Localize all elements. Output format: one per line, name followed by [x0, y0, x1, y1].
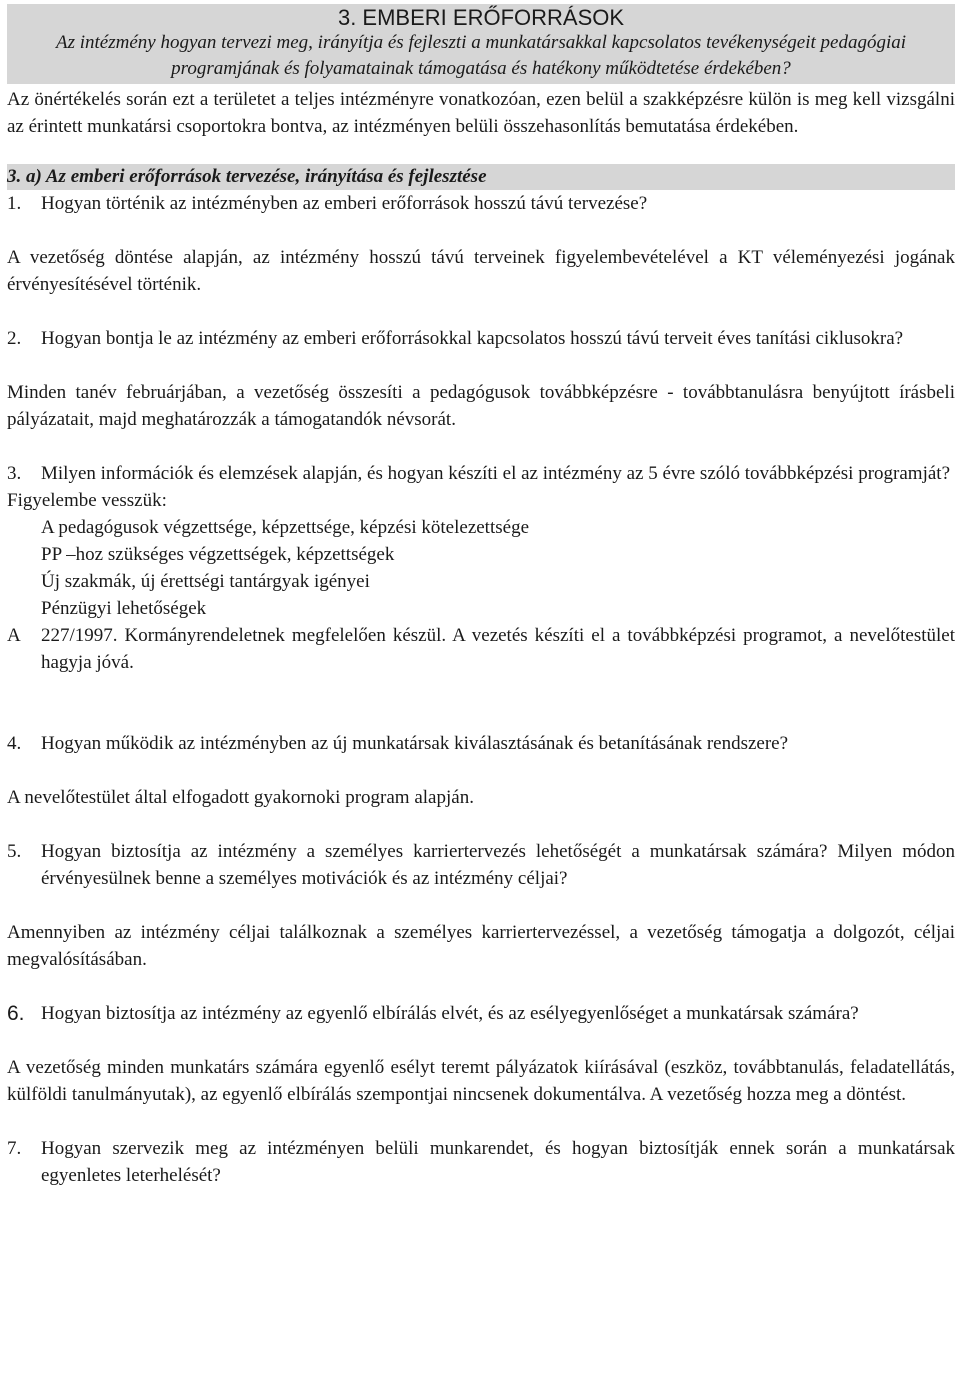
list-item: Új szakmák, új érettségi tantárgyak igényei [41, 571, 370, 592]
question-text: Hogyan működik az intézményben az új munkatársak kiválasztásának és betanításának rendszere? [41, 733, 789, 754]
question-number: 7. [7, 1138, 22, 1159]
question-text: Hogyan szervezik meg az intézményen belüli munkarendet, és hogyan biztosítják ennek során a munkatársak egyenletes leterhelését? [41, 1138, 955, 1186]
question-number: 3. [7, 463, 22, 484]
question-number: 2. [7, 328, 22, 349]
list-item: PP –hoz szükséges végzettségek, képzettségek [41, 544, 395, 565]
chapter-question: Az intézmény hogyan tervezi meg, irányítja és fejleszti a munkatársakkal kapcsolatos tevékenységeit pedagógiai programjának és folyamatainak támogatása és hatékony működtetése érdekében? [55, 32, 907, 79]
question-5 [7, 838, 955, 892]
answer-6: A vezetőség minden munkatárs számára egyenlő esélyt teremt pályázatok kiírásával (eszköz, továbbtanulás, feladatellátás, külföldi tanulmányutak), az egyenlő elbírálás szempontjai nincsenek dokumentálva. A vezetőség hozza meg a döntést. [7, 1057, 955, 1105]
question-text: Milyen információk és elemzések alapján, és hogyan készíti el az intézmény az 5 évre szóló továbbképzési programját? [41, 463, 951, 484]
question-text: Hogyan biztosítja az intézmény a személyes karriertervezés lehetőségét a munkatársak számára? Milyen módon érvényesülnek benne a személyes motivációk és az intézmény céljai? [41, 841, 955, 889]
question-3 [7, 460, 955, 487]
answer-5: Amennyiben az intézmény céljai találkoznak a személyes karriertervezéssel, a vezetőség támogatja a dolgozót, céljai megvalósításában. [7, 922, 955, 970]
list-item: Pénzügyi lehetőségek [41, 598, 207, 619]
list-item: A pedagógusok végzettsége, képzettsége, képzési kötelezettsége [41, 517, 529, 538]
closing-label: A [7, 625, 21, 646]
answer-4: A nevelőtestület által elfogadott gyakornoki program alapján. [7, 787, 474, 808]
answer-1: A vezetőség döntése alapján, az intézmény hosszú távú terveinek figyelembevételével a KT véleményezési jogának érvényesítésével történik. [7, 247, 955, 295]
question-number: 5. [7, 841, 22, 862]
answer-2: Minden tanév februárjában, a vezetőség összesíti a pedagógusok továbbképzésre - továbbtanulásra benyújtott írásbeli pályázatait, majd meghatározzák a támogatandók névsorát. [7, 382, 955, 430]
question-text: Hogyan biztosítja az intézmény az egyenlő elbírálás elvét, és az esélyegyenlőséget a munkatársak számára? [41, 1003, 859, 1024]
question-7 [7, 1135, 955, 1189]
intro-paragraph: Az önértékelés során ezt a területet a teljes intézményre vonatkozóan, ezen belül a szakképzésre külön is meg kell vizsgálni az érintett munkatársi csoportokra bontva, az intézményen belüli összehasonlítás bemutatása érdekében. [7, 89, 955, 137]
answer-3 [7, 487, 955, 676]
question-2 [7, 325, 955, 352]
question-number: 6. [7, 1002, 25, 1025]
answer-3-closing [7, 622, 955, 676]
document-page [7, 0, 955, 1189]
question-6 [7, 1000, 955, 1027]
question-4 [7, 730, 955, 757]
question-number: 4. [7, 733, 22, 754]
section-heading: 3. a) Az emberi erőforrások tervezése, irányítása és fejlesztése [7, 164, 955, 190]
chapter-title: 3. EMBERI ERŐFORRÁSOK [337, 5, 625, 30]
question-text: Hogyan bontja le az intézmény az emberi erőforrásokkal kapcsolatos hosszú távú terveit éves tanítási ciklusokra? [41, 328, 904, 349]
question-number: 1. [7, 193, 22, 214]
question-1 [7, 190, 955, 217]
answer-3-lead: Figyelembe vesszük: [7, 490, 167, 511]
closing-text: 227/1997. Kormányrendeletnek megfelelően készül. A vezetés készíti el a továbbképzési programot, a nevelőtestület hagyja jóvá. [41, 625, 955, 673]
chapter-header [7, 4, 955, 84]
question-text: Hogyan történik az intézményben az emberi erőforrások hosszú távú tervezése? [41, 193, 648, 214]
